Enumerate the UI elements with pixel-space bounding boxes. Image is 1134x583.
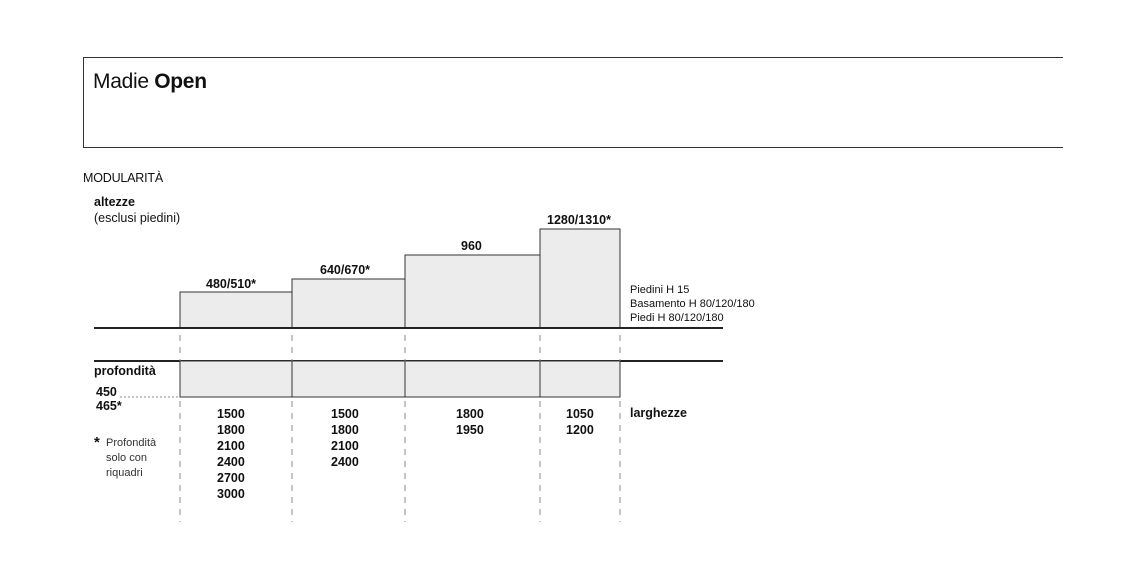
width-value: 1950 xyxy=(456,423,484,437)
heights-sublabel: (esclusi piedini) xyxy=(94,211,181,225)
module-2-depth-box xyxy=(292,361,405,397)
module-4-height-box xyxy=(540,229,620,328)
width-value: 2100 xyxy=(331,439,359,453)
module-2-widths xyxy=(331,406,359,470)
module-1-height-box xyxy=(180,292,292,328)
module-2-height-label: 640/670* xyxy=(320,263,371,277)
module-4-depth-box xyxy=(540,361,620,397)
module-2-height-box xyxy=(292,279,405,328)
width-value: 1800 xyxy=(331,423,359,437)
footnote-line-2: solo con xyxy=(106,452,147,464)
feet-note-2: Basamento H 80/120/180 xyxy=(630,298,755,310)
feet-note-1: Piedini H 15 xyxy=(630,284,690,296)
depth-value-2: 465* xyxy=(96,399,122,413)
footnote-line-3: riquadri xyxy=(106,467,143,479)
width-value: 1050 xyxy=(566,407,594,421)
module-3-widths xyxy=(456,406,484,438)
width-value: 1500 xyxy=(331,407,359,421)
module-1-widths xyxy=(217,406,245,502)
depth-value-1: 450 xyxy=(96,385,117,399)
depth-label: profondità xyxy=(94,364,156,378)
module-4-height-label: 1280/1310* xyxy=(547,213,611,227)
width-value: 2100 xyxy=(217,439,245,453)
width-value: 1500 xyxy=(217,407,245,421)
section-label: MODULARITÀ xyxy=(83,171,163,185)
width-value: 1200 xyxy=(566,423,594,437)
width-value: 3000 xyxy=(217,487,245,501)
module-3-depth-box xyxy=(405,361,540,397)
width-value: 1800 xyxy=(456,407,484,421)
module-3-height-label: 960 xyxy=(461,239,482,253)
width-value: 2700 xyxy=(217,471,245,485)
footnote-line-1: Profondità xyxy=(106,437,157,449)
width-value: 2400 xyxy=(217,455,245,469)
widths-label: larghezze xyxy=(630,406,687,420)
module-4-widths xyxy=(566,406,594,438)
footnote-mark: * xyxy=(94,434,100,451)
width-value: 1800 xyxy=(217,423,245,437)
module-1-depth-box xyxy=(180,361,292,397)
module-3-height-box xyxy=(405,255,540,328)
heights-label: altezze xyxy=(94,195,135,209)
width-value: 2400 xyxy=(331,455,359,469)
module-1-height-label: 480/510* xyxy=(206,277,257,291)
feet-note-3: Piedi H 80/120/180 xyxy=(630,312,724,324)
page-title: Madie Open xyxy=(93,70,207,93)
